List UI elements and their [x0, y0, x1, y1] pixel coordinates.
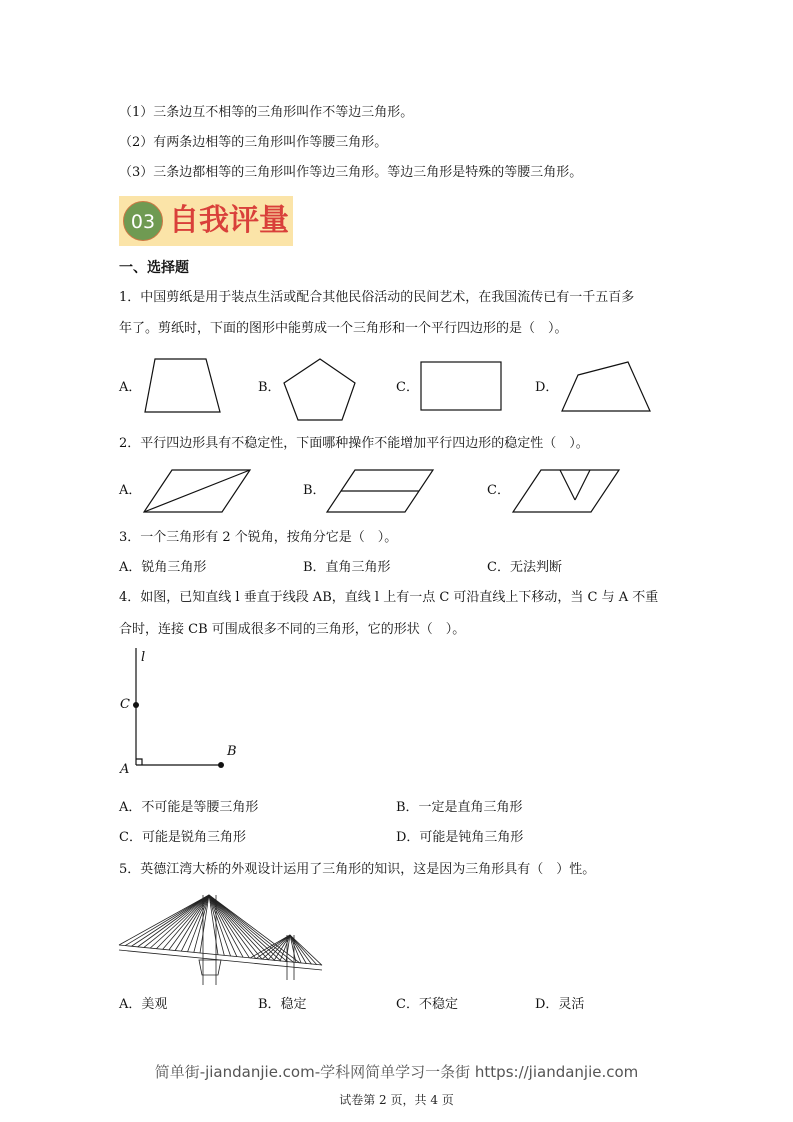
q2-text: 2．平行四边形具有不稳定性，下面哪种操作不能增加平行四边形的稳定性（ ）。 [119, 436, 589, 451]
q1-option-c: C． [396, 380, 419, 395]
line-diagram [136, 648, 221, 765]
point-b [218, 762, 224, 768]
label-b: B [227, 744, 237, 759]
q5-option-a: A．美观 [119, 997, 168, 1012]
pentagon-shape [284, 359, 355, 420]
q2-option-a: A． [119, 483, 142, 498]
bridge-cable [209, 895, 237, 957]
trapezoid-shape [145, 359, 220, 412]
q1-line2: 年了。剪纸时，下面的图形中能剪成一个三角形和一个平行四边形的是（ ）。 [119, 321, 568, 336]
label-c: C [120, 697, 130, 712]
q5-option-d: D．灵活 [535, 997, 585, 1012]
bridge-cable [138, 895, 209, 947]
definition-3: （3）三条边都相等的三角形叫作等边三角形。等边三角形是特殊的等腰三角形。 [119, 165, 583, 180]
definition-2: （2）有两条边相等的三角形叫作等腰三角形。 [119, 135, 388, 150]
q2-option-b: B． [303, 483, 326, 498]
definition-1: （1）三条边互不相等的三角形叫作不等边三角形。 [119, 105, 414, 120]
bridge-cable [290, 935, 322, 965]
parallelogram-b [327, 470, 433, 512]
section-title: 自我评量 [169, 203, 289, 238]
bridge-cable [119, 895, 209, 945]
quadrilateral-shape [562, 362, 650, 411]
q5-option-c: C．不稳定 [396, 997, 458, 1012]
bridge-cable [209, 895, 268, 960]
q3-text: 3．一个三角形有 2 个锐角，按角分它是（ ）。 [119, 530, 398, 545]
page-footer: 试卷第 2 页，共 4 页 [339, 1093, 454, 1107]
label-a: A [120, 762, 130, 777]
bridge-image [119, 895, 322, 985]
q1-option-d: D． [535, 380, 559, 395]
q4-line2: 合时，连接 CB 可围成很多不同的三角形，它的形状（ ）。 [119, 622, 466, 637]
q1-option-a: A． [119, 380, 142, 395]
section-number: 03 [123, 201, 163, 241]
bridge-cable [209, 895, 275, 961]
bridge-cable [209, 895, 300, 963]
q3-option-b: B．直角三角形 [303, 560, 391, 575]
q1-option-b: B． [258, 380, 281, 395]
parallelogram-c [513, 470, 619, 512]
rectangle-shape [421, 362, 501, 410]
label-l: l [141, 650, 146, 665]
q4-option-b: B．一定是直角三角形 [396, 800, 523, 815]
q4-option-a: A．不可能是等腰三角形 [119, 800, 259, 815]
q5-option-b: B．稳定 [258, 997, 307, 1012]
q4-option-d: D．可能是钝角三角形 [396, 830, 524, 845]
parallelogram-a [144, 470, 250, 512]
q5-text: 5．英德江湾大桥的外观设计运用了三角形的知识，这是因为三角形具有（ ）性。 [119, 862, 596, 877]
q4-line1: 4．如图，已知直线 l 垂直于线段 AB，直线 l 上有一点 C 可沿直线上下移动，当 C 与 A 不重 [119, 590, 659, 605]
bridge-cable [175, 895, 209, 951]
point-c [133, 702, 139, 708]
q3-option-c: C．无法判断 [487, 560, 562, 575]
bridge-cable [290, 935, 306, 964]
bridge-cable [150, 895, 209, 948]
q4-option-c: C．可能是锐角三角形 [119, 830, 246, 845]
part-title: 一、选择题 [119, 260, 189, 276]
q2-option-c: C． [487, 483, 510, 498]
watermark: 简单街-jiandanjie.com-学科网简单学习一条街 https://jiandanjie.com [154, 1063, 639, 1081]
q3-option-a: A．锐角三角形 [119, 560, 207, 575]
q1-line1: 1．中国剪纸是用于装点生活或配合其他民俗活动的民间艺术，在我国流传已有一千五百多 [119, 290, 635, 305]
